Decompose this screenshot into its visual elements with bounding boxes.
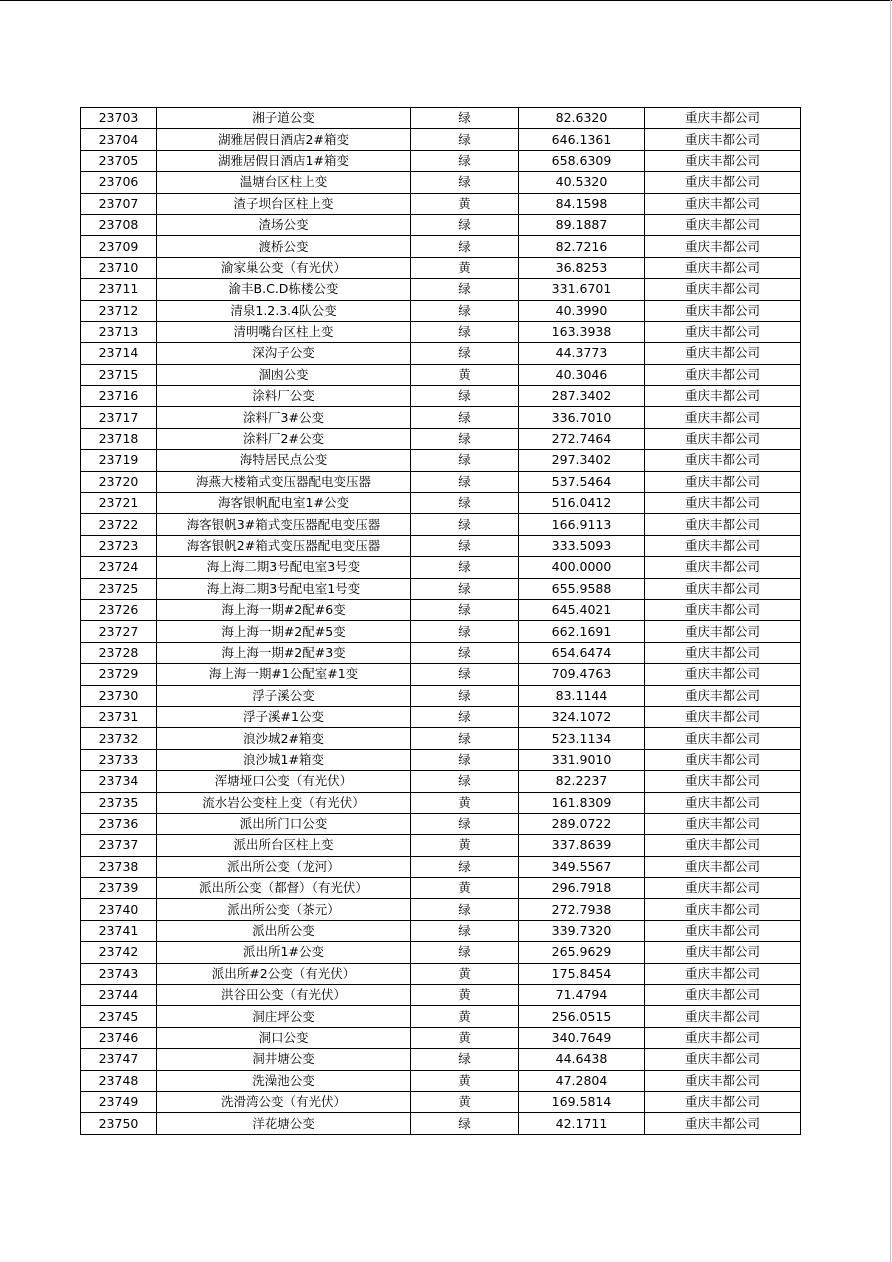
value-cell: 400.0000 [519, 557, 645, 578]
transformer-name-cell: 海燕大楼箱式变压器配电变压器 [157, 471, 411, 492]
row-id-cell: 23749 [81, 1091, 157, 1112]
company-cell: 重庆丰都公司 [645, 706, 801, 727]
table-row [81, 428, 801, 449]
company-cell: 重庆丰都公司 [645, 279, 801, 300]
company-cell: 重庆丰都公司 [645, 535, 801, 556]
row-id-cell: 23740 [81, 899, 157, 920]
table-row [81, 792, 801, 813]
transformer-name-cell: 清泉1.2.3.4队公变 [157, 300, 411, 321]
transformer-name-cell: 海上海二期3号配电室1号变 [157, 578, 411, 599]
company-cell: 重庆丰都公司 [645, 621, 801, 642]
table-row [81, 279, 801, 300]
value-cell: 47.2804 [519, 1070, 645, 1091]
row-id-cell: 23741 [81, 920, 157, 941]
company-cell: 重庆丰都公司 [645, 878, 801, 899]
value-cell: 662.1691 [519, 621, 645, 642]
transformer-name-cell: 洋花塘公变 [157, 1113, 411, 1134]
table-row [81, 706, 801, 727]
row-id-cell: 23735 [81, 792, 157, 813]
row-id-cell: 23724 [81, 557, 157, 578]
company-cell: 重庆丰都公司 [645, 599, 801, 620]
transformer-name-cell: 渝家巢公变（有光伏） [157, 257, 411, 278]
value-cell: 523.1134 [519, 728, 645, 749]
value-cell: 82.6320 [519, 108, 645, 129]
table-row [81, 364, 801, 385]
status-cell: 黄 [411, 364, 519, 385]
status-cell: 绿 [411, 578, 519, 599]
company-cell: 重庆丰都公司 [645, 749, 801, 770]
transformer-name-cell: 湖雅居假日酒店1#箱变 [157, 150, 411, 171]
transformer-name-cell: 洗澡池公变 [157, 1070, 411, 1091]
table-row [81, 514, 801, 535]
table-row [81, 835, 801, 856]
table-row [81, 450, 801, 471]
status-cell: 绿 [411, 514, 519, 535]
row-id-cell: 23705 [81, 150, 157, 171]
company-cell: 重庆丰都公司 [645, 1091, 801, 1112]
company-cell: 重庆丰都公司 [645, 321, 801, 342]
value-cell: 42.1711 [519, 1113, 645, 1134]
company-cell: 重庆丰都公司 [645, 899, 801, 920]
row-id-cell: 23731 [81, 706, 157, 727]
transformer-name-cell: 派出所台区柱上变 [157, 835, 411, 856]
company-cell: 重庆丰都公司 [645, 963, 801, 984]
status-cell: 绿 [411, 321, 519, 342]
row-id-cell: 23746 [81, 1027, 157, 1048]
value-cell: 654.6474 [519, 642, 645, 663]
transformer-name-cell: 海客银帆配电室1#公变 [157, 493, 411, 514]
status-cell: 黄 [411, 963, 519, 984]
status-cell: 黄 [411, 1091, 519, 1112]
status-cell: 黄 [411, 193, 519, 214]
transformer-name-cell: 洞井塘公变 [157, 1049, 411, 1070]
value-cell: 336.7010 [519, 407, 645, 428]
table-row [81, 1027, 801, 1048]
table-row [81, 771, 801, 792]
value-cell: 537.5464 [519, 471, 645, 492]
company-cell: 重庆丰都公司 [645, 920, 801, 941]
status-cell: 绿 [411, 300, 519, 321]
row-id-cell: 23721 [81, 493, 157, 514]
table-row [81, 257, 801, 278]
row-id-cell: 23708 [81, 214, 157, 235]
value-cell: 40.3990 [519, 300, 645, 321]
company-cell: 重庆丰都公司 [645, 471, 801, 492]
value-cell: 297.3402 [519, 450, 645, 471]
value-cell: 84.1598 [519, 193, 645, 214]
page-right-edge [890, 0, 891, 1262]
status-cell: 绿 [411, 771, 519, 792]
company-cell: 重庆丰都公司 [645, 813, 801, 834]
value-cell: 161.8309 [519, 792, 645, 813]
transformer-name-cell: 湖雅居假日酒店2#箱变 [157, 129, 411, 150]
row-id-cell: 23738 [81, 856, 157, 877]
status-cell: 绿 [411, 279, 519, 300]
value-cell: 169.5814 [519, 1091, 645, 1112]
value-cell: 324.1072 [519, 706, 645, 727]
row-id-cell: 23747 [81, 1049, 157, 1070]
table-row [81, 856, 801, 877]
company-cell: 重庆丰都公司 [645, 300, 801, 321]
table-row [81, 942, 801, 963]
row-id-cell: 23712 [81, 300, 157, 321]
company-cell: 重庆丰都公司 [645, 685, 801, 706]
table-row [81, 728, 801, 749]
company-cell: 重庆丰都公司 [645, 1070, 801, 1091]
table-row [81, 985, 801, 1006]
status-cell: 绿 [411, 749, 519, 770]
company-cell: 重庆丰都公司 [645, 664, 801, 685]
transformer-name-cell: 洪谷田公变（有光伏） [157, 985, 411, 1006]
company-cell: 重庆丰都公司 [645, 514, 801, 535]
transformer-name-cell: 浪沙城1#箱变 [157, 749, 411, 770]
row-id-cell: 23732 [81, 728, 157, 749]
status-cell: 绿 [411, 856, 519, 877]
value-cell: 82.7216 [519, 236, 645, 257]
transformer-name-cell: 派出所门口公变 [157, 813, 411, 834]
value-cell: 83.1144 [519, 685, 645, 706]
company-cell: 重庆丰都公司 [645, 193, 801, 214]
status-cell: 黄 [411, 835, 519, 856]
company-cell: 重庆丰都公司 [645, 835, 801, 856]
row-id-cell: 23722 [81, 514, 157, 535]
row-id-cell: 23725 [81, 578, 157, 599]
table-row [81, 343, 801, 364]
value-cell: 256.0515 [519, 1006, 645, 1027]
row-id-cell: 23742 [81, 942, 157, 963]
table-row [81, 407, 801, 428]
transformer-name-cell: 浑塘垭口公变（有光伏） [157, 771, 411, 792]
value-cell: 44.3773 [519, 343, 645, 364]
status-cell: 绿 [411, 407, 519, 428]
transformer-name-cell: 渣场公变 [157, 214, 411, 235]
value-cell: 349.5567 [519, 856, 645, 877]
company-cell: 重庆丰都公司 [645, 428, 801, 449]
company-cell: 重庆丰都公司 [645, 1049, 801, 1070]
status-cell: 绿 [411, 813, 519, 834]
transformer-name-cell: 渝丰B.C.D栋楼公变 [157, 279, 411, 300]
transformer-name-cell: 海客银帆3#箱式变压器配电变压器 [157, 514, 411, 535]
transformer-name-cell: 湘子道公变 [157, 108, 411, 129]
row-id-cell: 23716 [81, 386, 157, 407]
row-id-cell: 23729 [81, 664, 157, 685]
row-id-cell: 23744 [81, 985, 157, 1006]
value-cell: 272.7464 [519, 428, 645, 449]
status-cell: 绿 [411, 899, 519, 920]
table-row [81, 685, 801, 706]
row-id-cell: 23709 [81, 236, 157, 257]
status-cell: 绿 [411, 535, 519, 556]
row-id-cell: 23713 [81, 321, 157, 342]
table-row [81, 535, 801, 556]
table-row [81, 214, 801, 235]
table-row [81, 129, 801, 150]
value-cell: 272.7938 [519, 899, 645, 920]
row-id-cell: 23707 [81, 193, 157, 214]
row-id-cell: 23739 [81, 878, 157, 899]
table-row [81, 1049, 801, 1070]
status-cell: 绿 [411, 685, 519, 706]
table-row [81, 172, 801, 193]
status-cell: 绿 [411, 920, 519, 941]
value-cell: 709.4763 [519, 664, 645, 685]
value-cell: 331.9010 [519, 749, 645, 770]
transformer-name-cell: 洗滑湾公变（有光伏） [157, 1091, 411, 1112]
table-row [81, 878, 801, 899]
value-cell: 175.8454 [519, 963, 645, 984]
status-cell: 绿 [411, 428, 519, 449]
row-id-cell: 23723 [81, 535, 157, 556]
transformer-name-cell: 海上海一期#1公配室#1变 [157, 664, 411, 685]
table-row [81, 963, 801, 984]
table-row [81, 1091, 801, 1112]
status-cell: 黄 [411, 1027, 519, 1048]
transformer-name-cell: 海客银帆2#箱式变压器配电变压器 [157, 535, 411, 556]
status-cell: 黄 [411, 792, 519, 813]
table-row [81, 108, 801, 129]
company-cell: 重庆丰都公司 [645, 771, 801, 792]
transformer-name-cell: 清明嘴台区柱上变 [157, 321, 411, 342]
status-cell: 绿 [411, 599, 519, 620]
status-cell: 绿 [411, 621, 519, 642]
transformer-name-cell: 派出所#2公变（有光伏） [157, 963, 411, 984]
company-cell: 重庆丰都公司 [645, 407, 801, 428]
transformer-name-cell: 派出所公变 [157, 920, 411, 941]
company-cell: 重庆丰都公司 [645, 364, 801, 385]
transformer-name-cell: 洞庄坪公变 [157, 1006, 411, 1027]
value-cell: 333.5093 [519, 535, 645, 556]
transformer-name-cell: 派出所1#公变 [157, 942, 411, 963]
table-row [81, 664, 801, 685]
company-cell: 重庆丰都公司 [645, 236, 801, 257]
transformer-name-cell: 海特居民点公变 [157, 450, 411, 471]
value-cell: 265.9629 [519, 942, 645, 963]
row-id-cell: 23714 [81, 343, 157, 364]
value-cell: 289.0722 [519, 813, 645, 834]
status-cell: 绿 [411, 1113, 519, 1134]
value-cell: 163.3938 [519, 321, 645, 342]
value-cell: 645.4021 [519, 599, 645, 620]
company-cell: 重庆丰都公司 [645, 642, 801, 663]
transformer-name-cell: 洞口公变 [157, 1027, 411, 1048]
table-row [81, 578, 801, 599]
value-cell: 40.3046 [519, 364, 645, 385]
table-row [81, 1006, 801, 1027]
transformer-name-cell: 海上海一期#2配#5变 [157, 621, 411, 642]
table-row [81, 599, 801, 620]
company-cell: 重庆丰都公司 [645, 150, 801, 171]
table-row [81, 236, 801, 257]
company-cell: 重庆丰都公司 [645, 172, 801, 193]
transformer-name-cell: 渡桥公变 [157, 236, 411, 257]
row-id-cell: 23727 [81, 621, 157, 642]
row-id-cell: 23737 [81, 835, 157, 856]
company-cell: 重庆丰都公司 [645, 257, 801, 278]
row-id-cell: 23734 [81, 771, 157, 792]
transformer-name-cell: 浪沙城2#箱变 [157, 728, 411, 749]
status-cell: 绿 [411, 706, 519, 727]
value-cell: 655.9588 [519, 578, 645, 599]
status-cell: 绿 [411, 150, 519, 171]
transformer-name-cell: 派出所公变（都督）（有光伏） [157, 878, 411, 899]
page-top-border [0, 0, 892, 1]
table-row [81, 1070, 801, 1091]
row-id-cell: 23711 [81, 279, 157, 300]
status-cell: 绿 [411, 386, 519, 407]
status-cell: 黄 [411, 1070, 519, 1091]
row-id-cell: 23733 [81, 749, 157, 770]
value-cell: 36.8253 [519, 257, 645, 278]
table-row [81, 193, 801, 214]
value-cell: 296.7918 [519, 878, 645, 899]
company-cell: 重庆丰都公司 [645, 129, 801, 150]
value-cell: 71.4794 [519, 985, 645, 1006]
status-cell: 绿 [411, 642, 519, 663]
transformer-name-cell: 海上海一期#2配#6变 [157, 599, 411, 620]
transformer-name-cell: 温塘台区柱上变 [157, 172, 411, 193]
row-id-cell: 23704 [81, 129, 157, 150]
value-cell: 646.1361 [519, 129, 645, 150]
transformer-table [80, 107, 801, 1135]
company-cell: 重庆丰都公司 [645, 856, 801, 877]
row-id-cell: 23750 [81, 1113, 157, 1134]
status-cell: 绿 [411, 557, 519, 578]
value-cell: 166.9113 [519, 514, 645, 535]
transformer-name-cell: 流水岩公变柱上变（有光伏） [157, 792, 411, 813]
row-id-cell: 23718 [81, 428, 157, 449]
row-id-cell: 23726 [81, 599, 157, 620]
status-cell: 绿 [411, 1049, 519, 1070]
transformer-name-cell: 浮子溪#1公变 [157, 706, 411, 727]
row-id-cell: 23728 [81, 642, 157, 663]
company-cell: 重庆丰都公司 [645, 214, 801, 235]
value-cell: 331.6701 [519, 279, 645, 300]
value-cell: 658.6309 [519, 150, 645, 171]
transformer-name-cell: 派出所公变（茶元） [157, 899, 411, 920]
row-id-cell: 23748 [81, 1070, 157, 1091]
status-cell: 黄 [411, 878, 519, 899]
company-cell: 重庆丰都公司 [645, 942, 801, 963]
status-cell: 绿 [411, 108, 519, 129]
company-cell: 重庆丰都公司 [645, 792, 801, 813]
value-cell: 337.8639 [519, 835, 645, 856]
transformer-name-cell: 涂料厂公变 [157, 386, 411, 407]
transformer-name-cell: 海上海一期#2配#3变 [157, 642, 411, 663]
company-cell: 重庆丰都公司 [645, 493, 801, 514]
status-cell: 黄 [411, 985, 519, 1006]
company-cell: 重庆丰都公司 [645, 108, 801, 129]
row-id-cell: 23743 [81, 963, 157, 984]
row-id-cell: 23730 [81, 685, 157, 706]
company-cell: 重庆丰都公司 [645, 1113, 801, 1134]
status-cell: 黄 [411, 257, 519, 278]
company-cell: 重庆丰都公司 [645, 386, 801, 407]
table-row [81, 386, 801, 407]
value-cell: 40.5320 [519, 172, 645, 193]
row-id-cell: 23706 [81, 172, 157, 193]
row-id-cell: 23745 [81, 1006, 157, 1027]
company-cell: 重庆丰都公司 [645, 728, 801, 749]
table-row [81, 749, 801, 770]
row-id-cell: 23717 [81, 407, 157, 428]
row-id-cell: 23703 [81, 108, 157, 129]
table-row [81, 471, 801, 492]
transformer-name-cell: 深沟子公变 [157, 343, 411, 364]
status-cell: 绿 [411, 664, 519, 685]
table-body [81, 108, 801, 1135]
table-row [81, 813, 801, 834]
table-row [81, 899, 801, 920]
status-cell: 黄 [411, 1006, 519, 1027]
transformer-name-cell: 海上海二期3号配电室3号变 [157, 557, 411, 578]
table-row [81, 642, 801, 663]
status-cell: 绿 [411, 172, 519, 193]
transformer-name-cell: 派出所公变（龙河） [157, 856, 411, 877]
status-cell: 绿 [411, 214, 519, 235]
value-cell: 339.7320 [519, 920, 645, 941]
table-row [81, 321, 801, 342]
company-cell: 重庆丰都公司 [645, 450, 801, 471]
status-cell: 绿 [411, 129, 519, 150]
row-id-cell: 23715 [81, 364, 157, 385]
table-row [81, 150, 801, 171]
value-cell: 516.0412 [519, 493, 645, 514]
company-cell: 重庆丰都公司 [645, 343, 801, 364]
company-cell: 重庆丰都公司 [645, 1027, 801, 1048]
value-cell: 44.6438 [519, 1049, 645, 1070]
status-cell: 绿 [411, 236, 519, 257]
row-id-cell: 23720 [81, 471, 157, 492]
transformer-name-cell: 涂料厂3#公变 [157, 407, 411, 428]
status-cell: 绿 [411, 942, 519, 963]
row-id-cell: 23710 [81, 257, 157, 278]
company-cell: 重庆丰都公司 [645, 557, 801, 578]
table-row [81, 920, 801, 941]
table-row [81, 300, 801, 321]
transformer-name-cell: 涸凼公变 [157, 364, 411, 385]
company-cell: 重庆丰都公司 [645, 985, 801, 1006]
transformer-name-cell: 浮子溪公变 [157, 685, 411, 706]
table-row [81, 1113, 801, 1134]
status-cell: 绿 [411, 450, 519, 471]
value-cell: 340.7649 [519, 1027, 645, 1048]
status-cell: 绿 [411, 471, 519, 492]
table-row [81, 621, 801, 642]
table-row [81, 493, 801, 514]
company-cell: 重庆丰都公司 [645, 578, 801, 599]
company-cell: 重庆丰都公司 [645, 1006, 801, 1027]
value-cell: 287.3402 [519, 386, 645, 407]
status-cell: 绿 [411, 728, 519, 749]
row-id-cell: 23719 [81, 450, 157, 471]
status-cell: 绿 [411, 343, 519, 364]
row-id-cell: 23736 [81, 813, 157, 834]
status-cell: 绿 [411, 493, 519, 514]
transformer-name-cell: 涂料厂2#公变 [157, 428, 411, 449]
value-cell: 82.2237 [519, 771, 645, 792]
transformer-name-cell: 渣子坝台区柱上变 [157, 193, 411, 214]
table-row [81, 557, 801, 578]
value-cell: 89.1887 [519, 214, 645, 235]
